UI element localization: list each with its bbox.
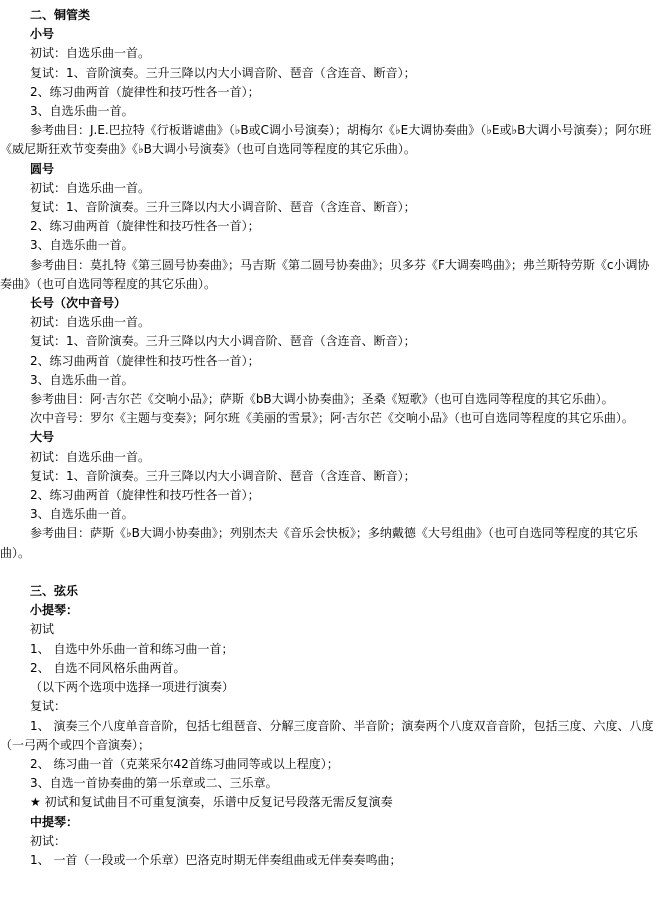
violin-prelim-note: （以下两个选项中选择一项进行演奏） — [30, 680, 235, 695]
cornet-final-2: 2、练习曲两首（旋律性和技巧性各一首）； — [30, 219, 260, 234]
euphonium-reference: 次中音号：罗尔《主题与变奏》；阿尔班《美丽的雪景》；阿·吉尔芒《交响小品》（也可自选同等程度的其它乐曲）。 — [30, 411, 634, 426]
cornet-final-3: 3、自选乐曲一首。 — [30, 238, 134, 253]
violin-title: 小提琴： — [30, 603, 79, 618]
section-title-brass: 二、铜管类 — [30, 8, 91, 22]
violin-final-3: 3、自选一首协奏曲的第一乐章或二、三乐章。 — [30, 776, 278, 791]
section-spacer — [0, 563, 661, 582]
violin-final-2: 2、 练习曲一首（克莱采尔42首练习曲同等或以上程度）； — [30, 756, 339, 771]
cornet-final-1: 复试：1、音阶演奏。三升三降以内大小调音阶、琶音（含连音、断音）； — [30, 200, 416, 215]
violin-prelim-2: 2、 自选不同风格乐曲两首。 — [30, 660, 186, 675]
tuba-final-3: 3、自选乐曲一首。 — [30, 507, 134, 522]
trumpet-final-3: 3、自选乐曲一首。 — [30, 104, 134, 119]
tuba-final-2: 2、练习曲两首（旋律性和技巧性各一首）； — [30, 488, 260, 503]
violin-prelim-1: 1、 自选中外乐曲一首和练习曲一首； — [30, 641, 234, 656]
tuba-final-1: 复试：1、音阶演奏。三升三降以内大小调音阶、琶音（含连音、断音）； — [30, 468, 416, 483]
viola-title: 中提琴： — [30, 814, 79, 829]
cornet-title: 圆号 — [30, 161, 55, 176]
tuba-title: 大号 — [30, 430, 55, 445]
section-title-strings: 三、弦乐 — [30, 584, 79, 599]
trumpet-title: 小号 — [30, 27, 55, 42]
tuba-reference: 参考曲目：萨斯《♭B大调小协奏曲》；列别杰夫《音乐会快板》；多纳戴德《大号组曲》（也可自选同等程度的其它乐曲）。 — [0, 526, 638, 560]
violin-final-1: 1、 演奏三个八度单音音阶，包括七组琶音、分解三度音阶、半音阶；演奏两个八度双音音阶，包括三度、六度、八度（一弓两个或四个音演奏）； — [0, 718, 654, 752]
trumpet-reference: 参考曲目：J.E.巴拉特《行板谐谑曲》（♭B或C调小号演奏）；胡梅尔《♭E大调协奏曲》（♭E或♭B大调小号演奏）；阿尔班《威尼斯狂欢节变奏曲》《♭B大调小号演奏》（也可自选同等程度的其它乐曲）。 — [0, 123, 652, 157]
trombone-final-2: 2、练习曲两首（旋律性和技巧性各一首）； — [30, 353, 260, 368]
cornet-reference: 参考曲目：莫扎特《第三圆号协奏曲》；马吉斯《第二圆号协奏曲》；贝多芬《F大调奏鸣曲》；弗兰斯特劳斯《c小调协奏曲》（也可自选同等程度的其它乐曲）。 — [0, 257, 650, 291]
trombone-final-1: 复试：1、音阶演奏。三升三降以内大小调音阶、琶音（含连音、断音）； — [30, 334, 416, 349]
viola-prelim-1: 1、 一首（一段或一个乐章）巴洛克时期无伴奏组曲或无伴奏奏鸣曲； — [30, 852, 402, 867]
trombone-title: 长号（次中音号） — [30, 296, 127, 311]
trombone-final-3: 3、自选乐曲一首。 — [30, 372, 134, 387]
trumpet-final-1: 复试：1、音阶演奏。三升三降以内大小调音阶、琶音（含连音、断音）； — [30, 65, 416, 80]
cornet-prelim: 初试：自选乐曲一首。 — [30, 180, 151, 195]
violin-star-note: ★ 初试和复试曲目不可重复演奏，乐谱中反复记号段落无需反复演奏 — [30, 795, 393, 810]
violin-final-label: 复试： — [30, 699, 67, 714]
trombone-prelim: 初试：自选乐曲一首。 — [30, 315, 151, 330]
trombone-reference: 参考曲目：阿·吉尔芒《交响小品》；萨斯《bB大调小协奏曲》；圣桑《短歌》（也可自选同等程度的其它乐曲）。 — [30, 392, 614, 407]
trumpet-final-2: 2、练习曲两首（旋律性和技巧性各一首）； — [30, 84, 260, 99]
violin-prelim-label: 初试 — [30, 622, 55, 637]
trumpet-prelim: 初试：自选乐曲一首。 — [30, 46, 151, 61]
tuba-prelim: 初试：自选乐曲一首。 — [30, 449, 151, 464]
viola-prelim-label: 初试： — [30, 833, 67, 848]
